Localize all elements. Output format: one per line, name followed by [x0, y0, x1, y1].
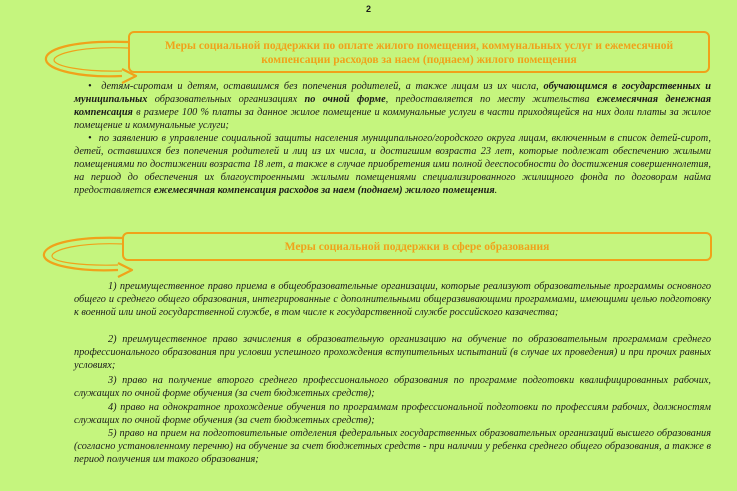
list-item: 4) право на однократное прохождение обучения по программам профессиональной подготовки по профессиям рабочих, должностям служащих по очной форме обучения (за счет бюджетных средств);: [74, 402, 711, 426]
section-title-housing: Меры социальной поддержки по оплате жилого помещения, коммунальных услуг и ежемесячной компенсации расходов за наем (поднаем) жилого помещения: [128, 31, 710, 73]
curved-arrow-icon: [40, 36, 140, 86]
bullet-paragraph-orphan-compensation: • детям-сиротам и детям, оставшимся без попечения родителей, а также лицам из их числа, обучающимся в государственных и муниципальных образовательных организациях по очной форме, предоставляется по месту жительства ежемесячная денежная компенсация в размере 100 % платы за данное жилое помещение и коммунальные услуги в части приходящейся на них доли платы за жилое помещение и коммунальные услуги;: [74, 81, 711, 131]
list-item: 1) преимущественное право приема в общеобразовательные организации, которые реализуют образовательные программы основного общего и среднего общего образования, интегрированные с дополнительными общеразвивающими программами, имеющими целью подготовку к военной или иной государственной службе, в том числе к государственной службе российского казачества;: [74, 281, 711, 318]
list-item: 2) преимущественное право зачисления в образовательную организацию на обучение по образовательным программам среднего профессионального образования при условии успешного прохождения вступительных испытаний (в случае их проведения) и при прочих равных условиях;: [74, 334, 711, 371]
bullet-paragraph-rent-compensation: • по заявлению в управление социальной защиты населения муниципального/городского округа лицам, включенным в список детей-сирот, детей, оставшихся без попечения родителей и лиц из их числа, и достигшим возраста 23 лет, которые подлежат обеспечению жилыми помещениями по достижении возраста 18 лет, а также в случае приобретения ими полной дееспособности до достижения совершеннолетия, на период до обеспечения их благоустроенными жилыми помещениями специализированного жилищного фонда по договорам найма предоставляется ежемесячная компенсация расходов за наем (поднаем) жилого помещения.: [74, 133, 711, 196]
page-number: 2: [365, 4, 371, 14]
section-title-education: Меры социальной поддержки в сфере образования: [122, 232, 712, 261]
bullet-icon: •: [88, 81, 102, 92]
bullet-icon: •: [88, 133, 99, 144]
list-item: 5) право на прием на подготовительные отделения федеральных государственных образовательных организаций высшего образования (согласно установленному перечню) на обучение за счет бюджетных средств - при наличии у ребенка среднего общего образования, а также в период получения им такого образования;: [74, 428, 711, 465]
list-item: 3) право на получение второго среднего профессионального образования по программе подготовки квалифицированных рабочих, служащих по очной форме обучения (за счет бюджетных средств);: [74, 375, 711, 399]
